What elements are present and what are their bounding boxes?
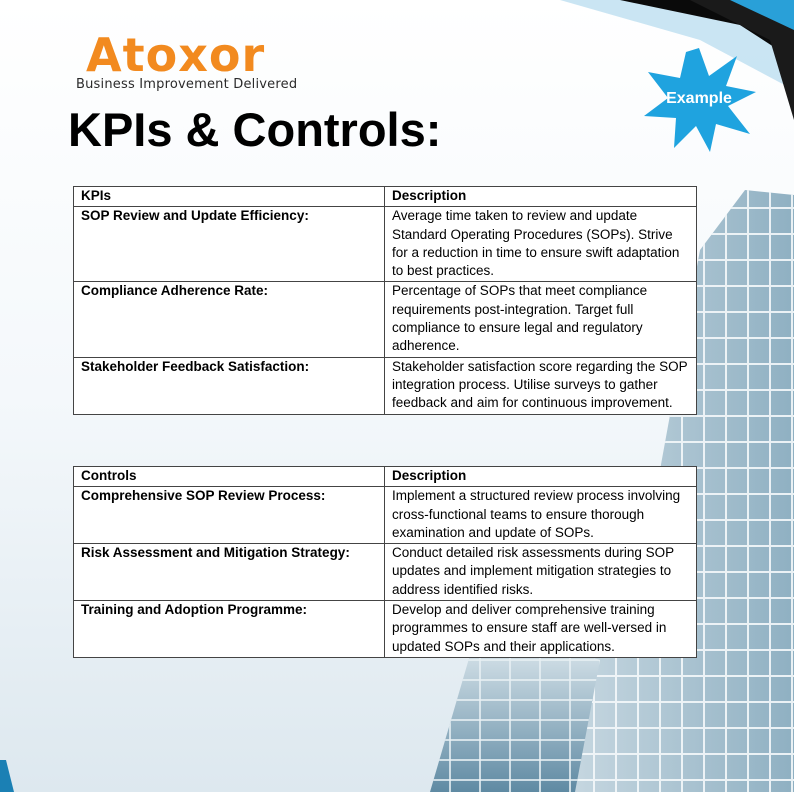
- page-title: KPIs & Controls:: [68, 103, 442, 156]
- kpi-description-cell: Percentage of SOPs that meet compliance requirements post-integration. Target full compliance to ensure legal and regulatory adherence.: [385, 282, 697, 357]
- control-name-cell: Risk Assessment and Mitigation Strategy:: [74, 544, 385, 601]
- company-logo: [76, 30, 297, 92]
- table-row: [74, 487, 697, 544]
- control-description-cell: Implement a structured review process involving cross-functional teams to ensure thorough examination and update of SOPs.: [385, 487, 697, 544]
- kpi-description-cell: Stakeholder satisfaction score regarding the SOP integration process. Utilise surveys to gather feedback and aim for continuous improvement.: [385, 357, 697, 414]
- control-description-cell: Conduct detailed risk assessments during SOP updates and implement mitigation strategies to address identified risks.: [385, 544, 697, 601]
- kpi-name-cell: SOP Review and Update Efficiency:: [74, 207, 385, 282]
- table-row: [74, 357, 697, 414]
- logo-tagline: Business Improvement Delivered: [76, 77, 298, 92]
- header-cell: Controls: [74, 467, 385, 487]
- table-header-row: [74, 467, 697, 487]
- header-cell: Description: [385, 187, 697, 207]
- kpi-name-cell: Stakeholder Feedback Satisfaction:: [74, 357, 385, 414]
- control-name-cell: Training and Adoption Programme:: [74, 601, 385, 658]
- header-cell: KPIs: [74, 187, 385, 207]
- table-row: [74, 207, 697, 282]
- control-name-cell: Comprehensive SOP Review Process:: [74, 487, 385, 544]
- kpi-name-cell: Compliance Adherence Rate:: [74, 282, 385, 357]
- table-row: [74, 601, 697, 658]
- control-description-cell: Develop and deliver comprehensive training programmes to ensure staff are well-versed in updated SOPs and their applications.: [385, 601, 697, 658]
- badge-label: Example: [666, 90, 732, 107]
- logo-wordmark: Atoxor: [86, 28, 266, 82]
- header-cell: Description: [385, 467, 697, 487]
- kpi-table: [73, 186, 697, 415]
- table-row: [74, 282, 697, 357]
- table-header-row: [74, 187, 697, 207]
- table-row: [74, 544, 697, 601]
- controls-table: [73, 466, 697, 658]
- example-badge: [640, 46, 758, 154]
- kpi-description-cell: Average time taken to review and update Standard Operating Procedures (SOPs). Strive for a reduction in time to ensure swift adaptation to best practices.: [385, 207, 697, 282]
